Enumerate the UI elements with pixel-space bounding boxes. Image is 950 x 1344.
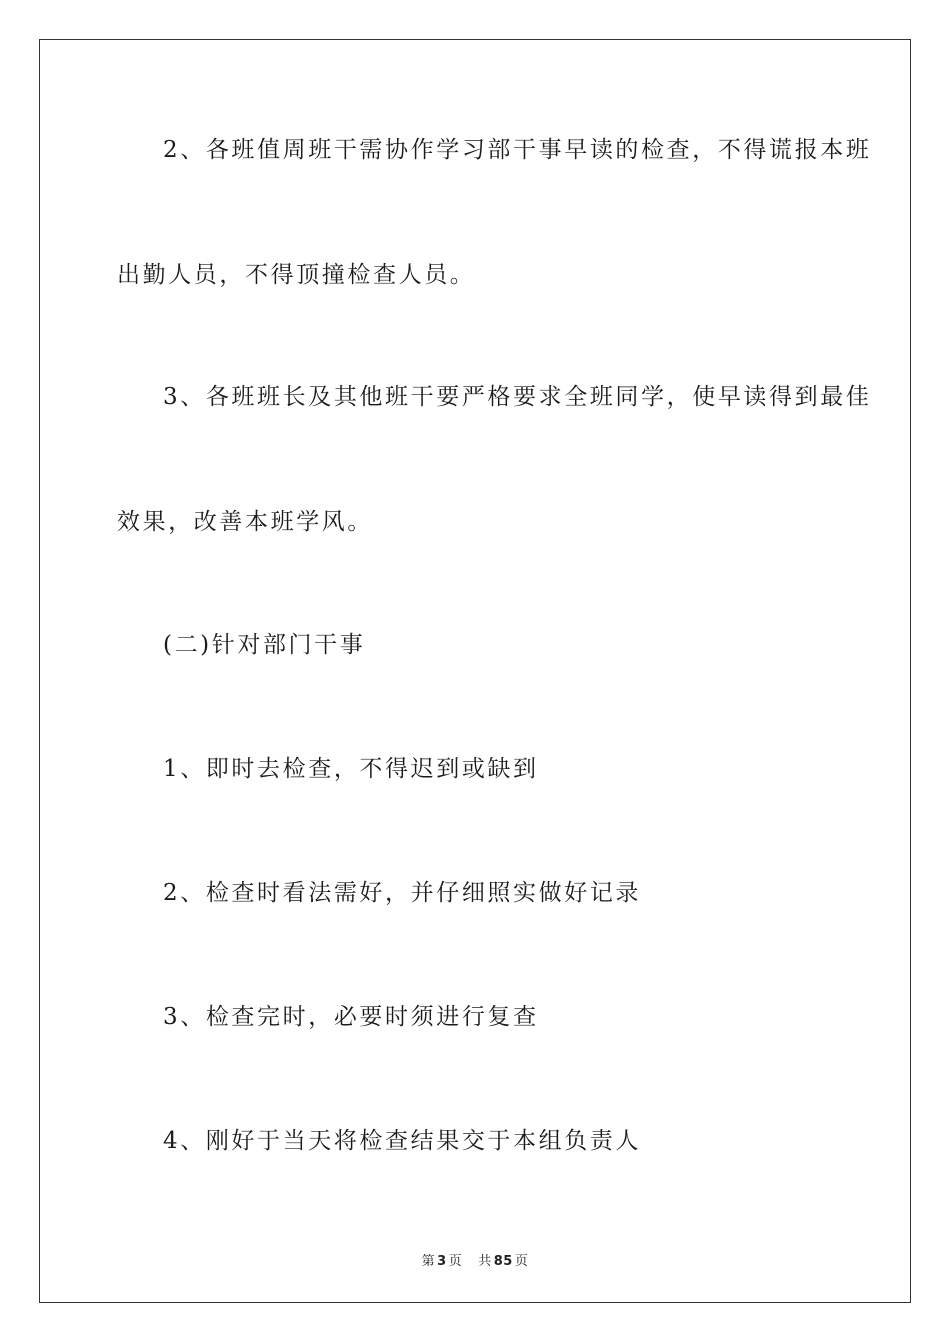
paragraph-line-1: 2、各班值周班干需协作学习部干事早读的检查，不得谎报本班: [163, 137, 872, 163]
list-item-4: 4、刚好于当天将检查结果交于本组负责人: [163, 1128, 642, 1154]
list-item-2: 2、检查时看法需好，并仔细照实做好记录: [163, 880, 642, 906]
footer-page-total: 85: [493, 1254, 513, 1269]
list-item-3: 3、检查完时，必要时须进行复查: [163, 1004, 539, 1030]
footer-total-prefix: 共: [478, 1254, 492, 1269]
paragraph-line-2: 出勤人员，不得顶撞检查人员。: [117, 262, 476, 288]
paragraph-line-3: 3、各班班长及其他班干要严格要求全班同学，使早读得到最佳: [163, 384, 872, 410]
paragraph-line-4: 效果，改善本班学风。: [117, 509, 373, 535]
section-heading: (二)针对部门干事: [163, 632, 366, 658]
list-item-1: 1、即时去检查，不得迟到或缺到: [163, 756, 539, 782]
page-footer: [0, 1250, 950, 1269]
footer-page-suffix: 页: [448, 1254, 463, 1269]
footer-page-prefix: 第: [421, 1254, 436, 1269]
page-frame: [39, 39, 911, 1303]
footer-page-current: 3: [437, 1254, 447, 1269]
footer-total-suffix: 页: [514, 1254, 529, 1269]
